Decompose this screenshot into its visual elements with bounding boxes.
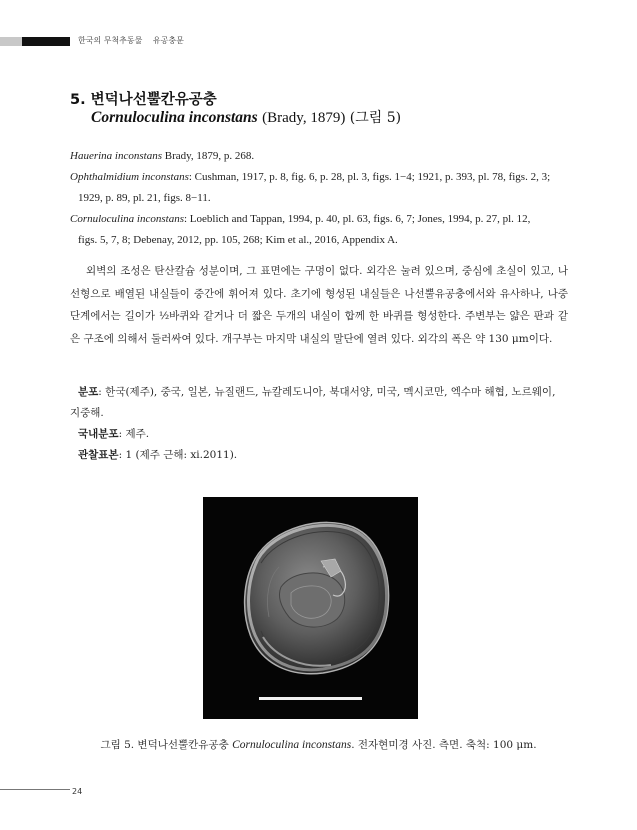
- book-title: 한국의 무척추동물: [78, 36, 143, 45]
- synonym-reference: : Loeblich and Tappan, 1994, p. 40, pl. 63, figs. 6, 7; Jones, 1994, p. 27, pl. 12,: [183, 213, 531, 225]
- species-scientific-heading: [91, 107, 401, 127]
- synonym-reference-continued: 1929, p. 89, pl. 21, figs. 8−11.: [78, 192, 211, 204]
- distribution-label: 분포: [78, 386, 99, 398]
- synonym-name: Hauerina inconstans: [70, 150, 162, 162]
- synonym-entry: [70, 209, 570, 251]
- distribution-text-continued: 지중해.: [70, 407, 104, 419]
- species-korean-name: 변덕나선뿔칸유공충: [90, 92, 217, 108]
- description-paragraph: 외벽의 조성은 탄산칼슘 성분이며, 그 표면에는 구멍이 없다. 외각은 눌려 있으며, 중심에 초실이 있고, 나선형으로 배열된 내실들이 중간에 휘어져 있다. 초기에 형성된 내실들은 나선뿔유공충에서와 유사하나, 나중 단계에서는 길이가 ½바퀴와 같거나 더 짧은 두개의 내실이 합께 한 바퀴를 형성한다. 주변부는 얇은 판과 같은 구조에 의해서 둘러싸여 있다. 개구부는 마지막 내실의 말단에 열려 있다. 외각의 폭은 약 130 μm이다.: [70, 265, 568, 345]
- synonym-name: Ophthalmidium inconstans: [70, 171, 189, 183]
- synonym-name: Cornuloculina inconstans: [70, 213, 184, 225]
- specimen-text: : 1 (제주 근해: xi.2011).: [118, 449, 238, 461]
- species-scientific-name: Cornuloculina inconstans: [91, 109, 258, 126]
- figure-reference: (그림 5): [349, 110, 402, 126]
- scale-bar: [259, 697, 362, 700]
- header-bar-black: [22, 37, 70, 46]
- caption-suffix: . 전자현미경 사진. 측면. 축척: 100 μm.: [351, 739, 537, 751]
- domestic-distribution-text: : 제주.: [118, 428, 150, 440]
- caption-scientific-name: Cornuloculina inconstans: [232, 739, 352, 751]
- footer-rule: [0, 789, 70, 790]
- figure-caption: [0, 737, 637, 752]
- species-number: 5.: [70, 92, 86, 108]
- page-number: 24: [72, 787, 83, 796]
- species-heading: [70, 88, 217, 109]
- domestic-distribution-label: 국내분포: [78, 428, 119, 440]
- synonym-reference-continued: figs. 5, 7, 8; Debenay, 2012, pp. 105, 268; Kim et al., 2016, Appendix A.: [78, 234, 398, 246]
- distribution-text: : 한국(제주), 중국, 일본, 뉴질랜드, 뉴칼레도니아, 북대서양, 미국, 멕시코만, 엑수마 해협, 노르웨이,: [98, 386, 556, 398]
- species-description: [70, 260, 568, 350]
- sem-photograph: [203, 497, 418, 719]
- synonym-reference: Brady, 1879, p. 268.: [161, 150, 255, 162]
- caption-prefix: 그림 5. 변덕나선뿔칸유공충: [100, 739, 233, 751]
- series-title: 유공충문: [152, 36, 184, 45]
- foraminifera-sem-image: [203, 497, 418, 719]
- species-author: (Brady, 1879): [262, 110, 346, 126]
- running-header: [78, 35, 184, 46]
- distribution-block: [70, 382, 568, 466]
- synonym-entry: [70, 146, 570, 167]
- specimen-label: 관찰표본: [78, 449, 119, 461]
- synonym-reference: : Cushman, 1917, p. 8, fig. 6, p. 28, pl. 3, figs. 1−4; 1921, p. 393, pl. 78, figs. 2, 3;: [188, 171, 551, 183]
- synonym-entry: [70, 167, 570, 209]
- header-bar-gray: [0, 37, 22, 46]
